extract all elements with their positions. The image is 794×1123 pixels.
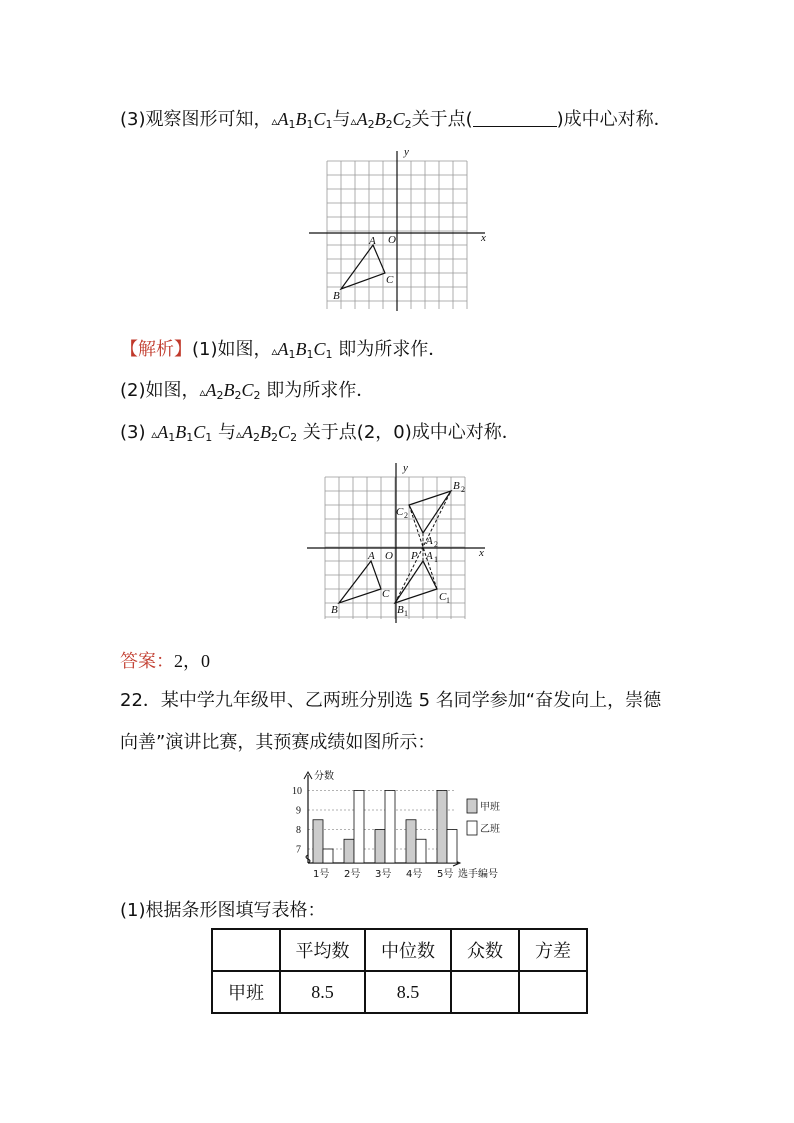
x-axis-label: 选手编号	[458, 869, 498, 880]
question-22-line-2: 向善”演讲比赛，其预赛成绩如图所示：	[120, 732, 436, 753]
bar-乙班-1号	[323, 849, 333, 863]
legend-label: 甲班	[480, 802, 500, 813]
bar-甲班-3号	[375, 830, 385, 864]
svg-text:1: 1	[446, 596, 450, 605]
triangle-a1b1c1	[395, 561, 437, 603]
y-tick-label: 9	[296, 805, 301, 817]
answer-blank[interactable]	[473, 108, 557, 127]
svg-text:O: O	[388, 234, 396, 246]
svg-text:C: C	[439, 591, 447, 603]
table-header-row	[212, 929, 587, 971]
svg-text:x: x	[479, 547, 484, 559]
mean-cell: 8.5	[280, 971, 365, 1013]
svg-text:P: P	[411, 550, 418, 562]
table-row	[212, 971, 587, 1013]
triangle-abc	[341, 245, 385, 289]
y-axis-label: 分数	[314, 771, 334, 782]
question-22-line-1: 22．某中学九年级甲、乙两班分别选 5 名同学参加“奋发向上，崇德	[120, 690, 662, 711]
svg-text:y: y	[403, 462, 408, 474]
answer-line	[120, 649, 210, 674]
x-tick-label: 4号	[406, 869, 423, 880]
svg-text:2: 2	[404, 511, 408, 520]
figure-1-grid	[305, 145, 495, 315]
svg-text:A: A	[426, 535, 433, 547]
solution-line-3: (3) $▵A_1B_1C_1$ 与$▵A_2B_2C_2$ 关于点(2，0)成中心对称．	[120, 422, 520, 444]
bar-乙班-5号	[447, 830, 457, 864]
question-3-line: (3)观察图形可知，$▵A_1B_1C_1$与$▵A_2B_2C_2$关于点( )成中心对称．	[120, 109, 672, 131]
y-tick-label: 10	[292, 786, 302, 797]
bar-乙班-4号	[416, 839, 426, 863]
score-table	[211, 928, 588, 1014]
legend-swatch	[467, 821, 477, 835]
solution-tag: 【解析】	[120, 339, 192, 360]
solution-line-1: 【解析】(1)如图，$▵A_1B_1C_1$ 即为所求作．	[120, 339, 447, 361]
table-header-cell: 平均数	[280, 929, 365, 971]
svg-text:x: x	[481, 232, 486, 244]
svg-text:2: 2	[461, 485, 465, 494]
triangle-abc	[339, 561, 381, 603]
solution-line-2: (2)如图，$▵A_2B_2C_2$ 即为所求作．	[120, 380, 375, 402]
bar-甲班-2号	[344, 839, 354, 863]
x-tick-label: 1号	[313, 869, 330, 880]
figure-2-grid	[305, 455, 495, 627]
svg-text:A: A	[369, 235, 376, 247]
question-number: (3)	[120, 109, 146, 130]
mode-cell[interactable]	[451, 971, 519, 1013]
svg-text:C: C	[386, 274, 394, 286]
triangle-a2b2c2	[409, 491, 451, 533]
svg-text:B: B	[397, 604, 404, 616]
svg-text:B: B	[331, 604, 338, 616]
svg-text:B: B	[333, 290, 340, 302]
legend-label: 乙班	[480, 824, 500, 835]
table-header-cell: 中位数	[365, 929, 451, 971]
legend-swatch	[467, 799, 477, 813]
svg-text:y: y	[404, 146, 409, 158]
svg-text:A: A	[368, 550, 375, 562]
svg-text:C: C	[382, 588, 390, 600]
svg-text:2: 2	[434, 540, 438, 549]
x-tick-label: 3号	[375, 869, 392, 880]
median-cell: 8.5	[365, 971, 451, 1013]
svg-text:1: 1	[434, 555, 438, 564]
bar-甲班-4号	[406, 820, 416, 863]
y-tick-label: 7	[296, 844, 301, 856]
table-header-cell	[212, 929, 280, 971]
table-header-cell: 方差	[519, 929, 587, 971]
x-tick-label: 2号	[344, 869, 361, 880]
svg-text:O: O	[385, 550, 393, 562]
svg-text:C: C	[396, 506, 404, 518]
answer-label: 答案：	[120, 651, 174, 672]
bar-甲班-5号	[437, 791, 447, 864]
svg-text:B: B	[453, 480, 460, 492]
y-tick-label: 8	[296, 825, 301, 836]
bar-甲班-1号	[313, 820, 323, 863]
answer-value: 2，0	[174, 651, 210, 671]
bar-chart	[280, 765, 520, 885]
variance-cell[interactable]	[519, 971, 587, 1013]
svg-text:1: 1	[404, 609, 408, 618]
table-header-cell: 众数	[451, 929, 519, 971]
svg-text:A: A	[426, 550, 433, 562]
bar-乙班-2号	[354, 791, 364, 864]
question-22-1-line: (1)根据条形图填写表格：	[120, 900, 326, 921]
bar-乙班-3号	[385, 791, 395, 864]
x-tick-label: 5号	[437, 869, 454, 880]
row-label: 甲班	[212, 971, 280, 1013]
